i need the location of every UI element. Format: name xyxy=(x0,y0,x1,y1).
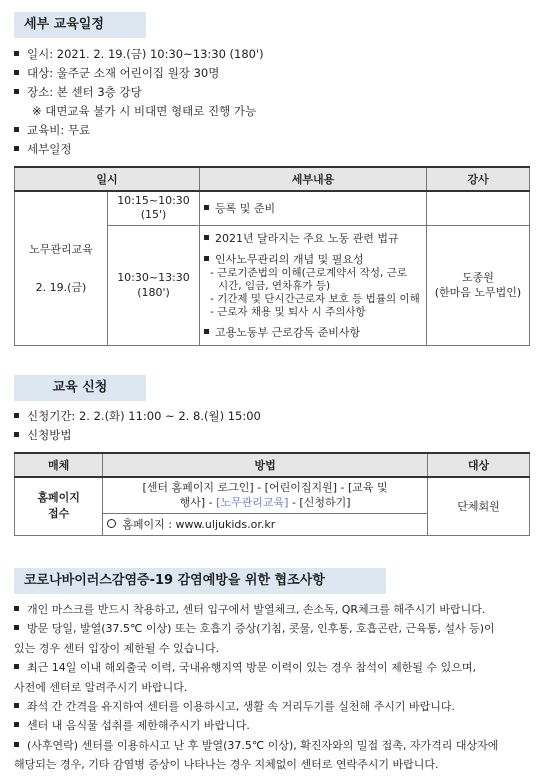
schedule-bullet-place: 장소: 본 센터 3층 강당 xyxy=(14,84,537,100)
square-bullet-icon xyxy=(14,664,19,669)
row1-instructor-cell xyxy=(427,191,530,225)
covid-guideline-item: 방문 당일, 발열(37.5℃ 이상) 또는 호흡기 증상(기침, 콧물, 인후통, 호흡곤란, 근육통, 설사 등)이 xyxy=(14,620,535,637)
covid-guideline-item: (사후연락) 센터를 이용하시고 난 후 발열(37.5℃ 이상), 확진자와의 밀접 접촉, 자가격리 대상자에 xyxy=(14,737,535,754)
row1-time: 10:15~10:30 xyxy=(117,194,190,208)
schedule-header-datetime: 일시 xyxy=(15,167,200,191)
covid-section-title: 코로나바이러스감염증-19 감염예방을 위한 협조사항 xyxy=(14,568,386,594)
medium-line-2: 접수 xyxy=(47,507,70,521)
schedule-bullet-fee: 교육비: 무료 xyxy=(14,122,537,138)
labor-course-link[interactable]: [노무관리교육] xyxy=(216,496,289,510)
row2-item-3: 고용노동부 근로감독 준비사항 xyxy=(215,325,361,339)
row2-time: 10:30~13:30 xyxy=(117,271,190,284)
circle-bullet-icon xyxy=(107,519,116,528)
schedule-note: ※ 대면교육 불가 시 비대면 형태로 진행 가능 xyxy=(32,104,257,118)
square-bullet-icon xyxy=(14,432,19,437)
method-line-1: [센터 홈페이지 로그인] - [어린이집지원] - [교육 및 xyxy=(142,481,388,495)
row1-content-cell xyxy=(200,191,427,225)
medium-line-1: 홈페이지 xyxy=(37,491,80,505)
method-cell xyxy=(103,477,428,513)
row1-item: 등록 및 준비 xyxy=(215,201,276,215)
schedule-bullet-detail: 세부일정 xyxy=(14,141,537,157)
square-bullet-icon xyxy=(204,329,209,334)
square-bullet-icon xyxy=(14,70,19,75)
square-bullet-icon xyxy=(204,235,209,240)
apply-section-title: 교육 신청 xyxy=(14,375,146,401)
row2-sub-2: - 기간제 및 단시간근로자 보호 등 법률의 이해 xyxy=(210,292,420,305)
square-bullet-icon xyxy=(14,89,19,94)
covid-guideline-item: 좌석 간 간격을 유지하여 센터를 이용하시고, 생활 속 거리두기를 실천해 주시기 바랍니다. xyxy=(14,698,535,715)
covid-guideline-continuation: 해당되는 경우, 기타 감염병 증상이 나타나는 경우 지체없이 센터로 연락주시기 바랍니다. xyxy=(14,758,439,772)
row2-time-cell xyxy=(108,225,200,345)
row2-duration: (180') xyxy=(137,286,170,299)
covid-guideline-continuation: 사전에 센터로 알려주시기 바랍니다. xyxy=(14,680,188,694)
covid-guideline-item: 개인 마스크를 반드시 착용하고, 센터 입구에서 발열체크, 손소독, QR체크를 해주시기 바랍니다. xyxy=(14,601,535,618)
row2-item-2: 인사노무관리의 개념 및 필요성 xyxy=(215,252,364,266)
square-bullet-icon xyxy=(14,606,19,611)
apply-header-target: 대상 xyxy=(427,453,529,477)
covid-guideline-item: 센터 내 음식물 섭취를 제한해주시기 바랍니다. xyxy=(14,717,535,734)
square-bullet-icon xyxy=(204,256,209,261)
target-cell: 단체회원 xyxy=(427,477,529,535)
medium-cell xyxy=(15,477,103,535)
square-bullet-icon xyxy=(204,205,209,210)
homepage-cell xyxy=(103,513,428,535)
covid-guideline-continuation: 있는 경우 센터 입장이 제한될 수 있습니다. xyxy=(14,641,220,655)
square-bullet-icon xyxy=(14,51,19,56)
square-bullet-icon xyxy=(14,625,19,630)
instructor-name: 도종원 xyxy=(462,271,494,284)
square-bullet-icon xyxy=(14,742,19,747)
covid-guideline-item: 최근 14일 이내 해외출국 이력, 국내유행지역 방문 이력이 있는 경우 참석이 제한될 수 있으며, xyxy=(14,659,535,676)
row2-sub-1a: - 근로기준법의 이해(근로계약서 작성, 근로 xyxy=(210,266,408,279)
apply-table xyxy=(14,452,530,536)
square-bullet-icon xyxy=(14,722,19,727)
schedule-bullet-target: 대상: 울주군 소재 어린이집 원장 30명 xyxy=(14,65,537,81)
row2-sub-3: - 근로자 채용 및 퇴사 시 주의사항 xyxy=(210,305,366,318)
square-bullet-icon xyxy=(14,146,19,151)
schedule-section-title: 세부 교육일정 xyxy=(14,12,146,38)
apply-header-medium: 매체 xyxy=(15,453,103,477)
schedule-header-instructor: 강사 xyxy=(427,167,530,191)
method-line-2: 행사] - [노무관리교육] - [신청하기] xyxy=(179,496,351,510)
square-bullet-icon xyxy=(14,127,19,132)
row2-item-1: 2021년 달라지는 주요 노동 관련 법규 xyxy=(215,231,399,245)
course-date: 2. 19.(금) xyxy=(35,281,87,295)
apply-header-method: 방법 xyxy=(103,453,428,477)
row1-duration: (15') xyxy=(140,208,167,222)
apply-bullet-method: 신청방법 xyxy=(14,427,537,443)
apply-bullet-period: 신청기간: 2. 2.(화) 11:00 ~ 2. 8.(월) 15:00 xyxy=(14,408,537,424)
square-bullet-icon xyxy=(14,703,19,708)
course-cell xyxy=(15,191,108,345)
schedule-header-content: 세부내용 xyxy=(200,167,427,191)
schedule-bullet-datetime: 일시: 2021. 2. 19.(금) 10:30~13:30 (180') xyxy=(14,46,537,62)
square-bullet-icon xyxy=(14,413,19,418)
schedule-table xyxy=(14,166,530,346)
homepage-url[interactable]: 홈페이지 : www.uljukids.or.kr xyxy=(122,518,276,531)
course-name: 노무관리교육 xyxy=(29,243,93,257)
row2-sub-1b: 시간, 임금, 연차휴가 등) xyxy=(218,279,331,292)
row1-time-cell xyxy=(108,191,200,225)
instructor-cell xyxy=(427,225,530,345)
row2-content-cell xyxy=(200,225,427,345)
instructor-org: (한마음 노무법인) xyxy=(434,286,522,299)
